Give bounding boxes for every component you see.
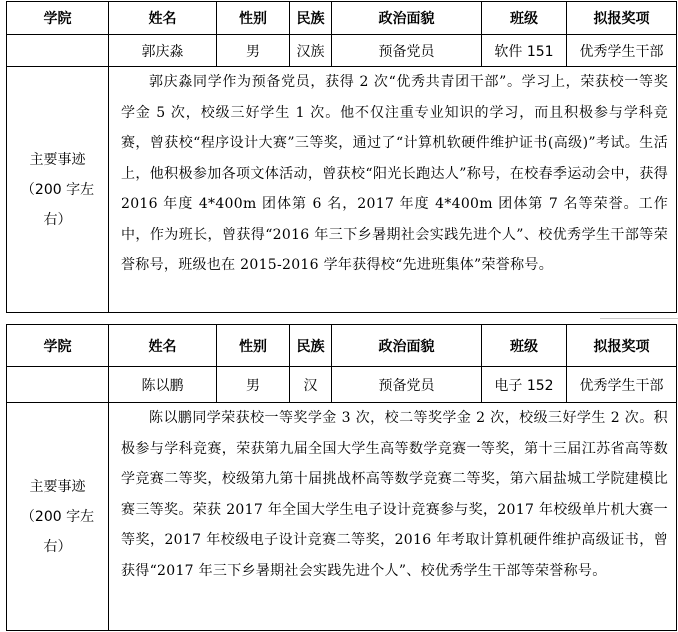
header-row (7, 325, 677, 367)
political-status-header: 政治面貌 (332, 2, 482, 35)
college-value (7, 35, 109, 67)
ethnicity-value: 汉 (290, 367, 332, 403)
deeds-row (7, 403, 677, 631)
deeds-label (7, 403, 109, 631)
deeds-text-cell (109, 403, 677, 631)
college-header: 学院 (7, 2, 109, 35)
gender-header: 性别 (217, 2, 290, 35)
name-header: 姓名 (109, 2, 217, 35)
deeds-label-line2: （200 字左 (20, 508, 95, 525)
ethnicity-value: 汉族 (290, 35, 332, 67)
ethnicity-header: 民族 (290, 2, 332, 35)
deeds-text: 陈以鹏同学荣获校一等奖学金 3 次，校二等奖学金 2 次，校级三好学生 2 次。积极参与学科竞赛，荣获第九届全国大学生高等数学竞赛一等奖，第十三届江苏省高等数学竞赛二等奖，校级第九第十届挑战杯高等数学竞赛二等奖，第六届盐城工学院建模比赛三等奖。荣获 2017 年全国大学生电子设计竞赛参与奖，2017 年校级单片机大赛一等奖，2017 年校级电子设计竞赛二等奖，2016 年考取计算机硬件维护高级证书，曾获得“2017 年三下乡暑期社会实践先进个人”、校优秀学生干部等荣誉称号。 (121, 410, 668, 579)
gender-value: 男 (217, 35, 290, 67)
award-header: 拟报奖项 (567, 325, 677, 367)
deeds-text-cell (109, 67, 677, 313)
deeds-label-line3: 右） (43, 211, 72, 228)
deeds-label-line2: （200 字左 (20, 181, 95, 198)
name-value: 陈以鹏 (109, 367, 217, 403)
political-status-header: 政治面貌 (332, 325, 482, 367)
student-form-1 (6, 1, 677, 313)
name-value: 郭庆淼 (109, 35, 217, 67)
ethnicity-header: 民族 (290, 325, 332, 367)
deeds-label-line3: 右） (43, 538, 72, 555)
gender-header: 性别 (217, 325, 290, 367)
gender-value: 男 (217, 367, 290, 403)
deeds-label (7, 67, 109, 313)
college-value (7, 367, 109, 403)
deeds-label-line1: 主要事迹 (29, 478, 86, 495)
value-row (7, 367, 677, 403)
class-value: 软件 151 (482, 35, 567, 67)
political-status-value: 预备党员 (332, 367, 482, 403)
award-value: 优秀学生干部 (567, 35, 677, 67)
header-row (7, 2, 677, 35)
class-value: 电子 152 (482, 367, 567, 403)
college-header: 学院 (7, 325, 109, 367)
value-row (7, 35, 677, 67)
award-header: 拟报奖项 (567, 2, 677, 35)
political-status-value: 预备党员 (332, 35, 482, 67)
form-separator (0, 313, 678, 323)
separator-line (600, 318, 678, 319)
name-header: 姓名 (109, 325, 217, 367)
deeds-label-line1: 主要事迹 (29, 151, 86, 168)
class-header: 班级 (482, 2, 567, 35)
class-header: 班级 (482, 325, 567, 367)
deeds-text: 郭庆淼同学作为预备党员，获得 2 次“优秀共青团干部”。学习上，荣获校一等奖学金 5 次，校级三好学生 1 次。他不仅注重专业知识的学习，而且积极参与学科竞赛，曾获校“程序设计大赛”三等奖，通过了“计算机软硬件维护证书(高级)”考试。生活上，他积极参加各项文体活动，曾获校“阳光长跑达人”称号，在校春季运动会中，获得 2016 年度 4*400m 团体第 6 名，2017 年度 4*400m 团体第 7 名等荣誉。工作中，作为班长，曾获得“2016 年三下乡暑期社会实践先进个人”、校优秀学生干部等荣誉称号，班级也在 2015-2016 学年获得校“先进班集体”荣誉称号。 (121, 74, 668, 273)
student-form-2 (6, 324, 677, 631)
deeds-row (7, 67, 677, 313)
award-value: 优秀学生干部 (567, 367, 677, 403)
